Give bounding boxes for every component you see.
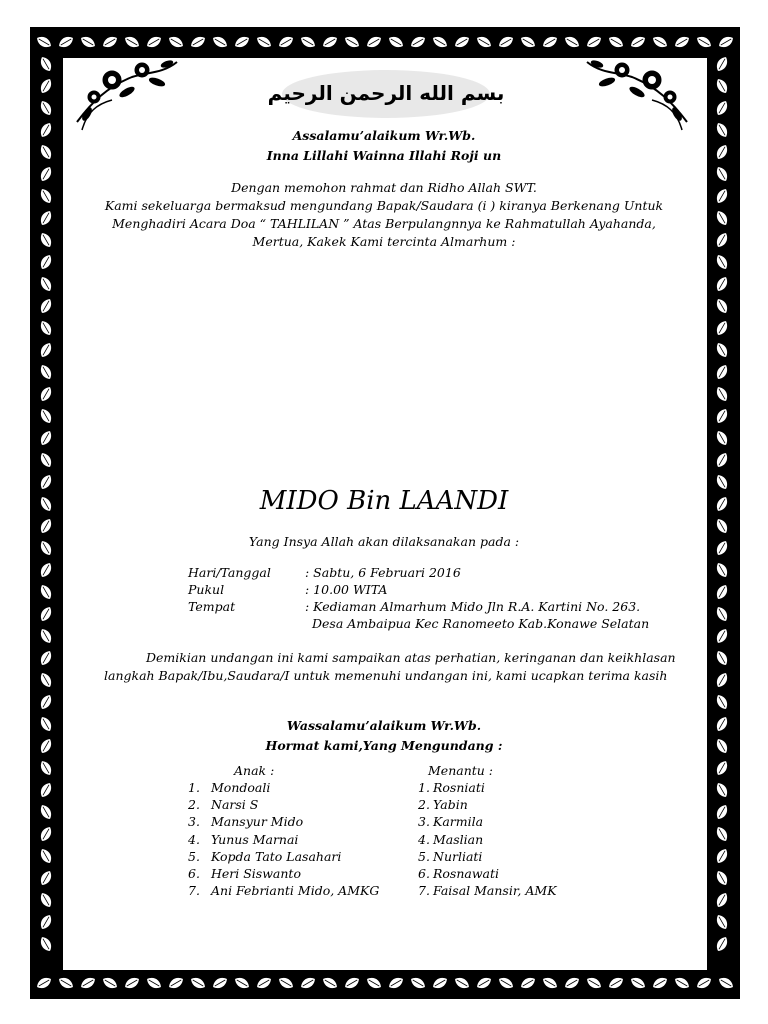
greeting-text: Assalamu’alaikum Wr.Wb. [292,128,476,143]
child-number: 6. [188,866,200,881]
place-value-2: Desa Ambaipua Kec Ranomeeto Kab.Konawe Selatan [312,616,650,631]
child-number: 5. [188,848,200,864]
in-laws-heading: Menantu : [428,763,494,778]
in-law-number: 7. [418,883,430,899]
child-name: Mondoali [211,780,271,795]
child-number: 4. [188,831,200,847]
child-name: Ani Febrianti Mido, AMKG [211,883,380,899]
child-number: 7. [188,883,200,899]
in-law-number: 3. [418,814,430,830]
regards-text: Hormat kami,Yang Mengundang : [265,738,503,753]
in-law-name: Nurliati [433,848,483,864]
intro-line-4: Mertua, Kakek Kami tercinta Almarhum : [252,234,516,249]
day-value: : Sabtu, 6 Februari 2016 [305,565,461,580]
child-name: Yunus Marnai [211,831,299,847]
child-name: Heri Siswanto [211,866,301,881]
intro-line-3: Menghadiri Acara Doa “ TAHLILAN ” Atas Berpulangnnya ke Rahmatullah Ayahanda, [112,216,656,231]
in-law-name: Rosnawati [433,866,500,881]
in-law-number: 5. [418,848,430,864]
child-name: Narsi S [211,797,259,813]
closing-line-1: Demikian undangan ini kami sampaikan atas perhatian, keringanan dan keikhlasan [146,650,676,665]
day-label: Hari/Tanggal [188,565,271,580]
child-number: 2. [188,797,200,813]
in-law-name: Rosniati [433,780,485,795]
in-law-name: Yabin [433,797,468,813]
svg-text:بسم الله الرحمن الرحيم: بسم الله الرحمن الرحيم [267,81,505,105]
child-name: Mansyur Mido [211,814,304,830]
place-label: Tempat [188,599,236,614]
in-law-number: 4. [418,831,430,847]
place-value-1: : Kediaman Almarhum Mido Jln R.A. Kartini No. 263. [305,599,641,614]
closing-line-2: langkah Bapak/Ibu,Saudara/I untuk memenuhi undangan ini, kami ucapkan terima kasih [104,668,668,683]
child-number: 3. [188,814,200,830]
farewell-text: Wassalamu’alaikum Wr.Wb. [286,718,482,733]
in-law-number: 2. [418,797,430,813]
intro-line-1: Dengan memohon rahmat dan Ridho Allah SWT. [231,180,537,195]
basmala-calligraphy [267,62,505,120]
flower-corner-ornament-left [72,52,182,134]
in-law-name: Maslian [433,831,484,847]
children-heading: Anak : [234,763,275,778]
in-law-name: Faisal Mansir, AMK [433,883,557,899]
child-name: Kopda Tato Lasahari [211,848,342,864]
time-value: : 10.00 WITA [305,582,388,597]
in-law-number: 6. [418,866,430,881]
child-number: 1. [188,780,200,795]
in-law-number: 1. [418,780,430,795]
in-law-name: Karmila [433,814,484,830]
schedule-intro: Yang Insya Allah akan dilaksanakan pada : [248,534,520,549]
intro-line-2: Kami sekeluarga bermaksud mengundang Bapak/Saudara (i ) kiranya Berkenang Untuk [104,198,664,213]
deceased-name: MIDO Bin LAANDI [259,486,509,516]
flower-corner-ornament-right [582,52,692,134]
time-label: Pukul [188,582,225,597]
condolence-text: Inna Lillahi Wainna Illahi Roji un [266,148,502,163]
